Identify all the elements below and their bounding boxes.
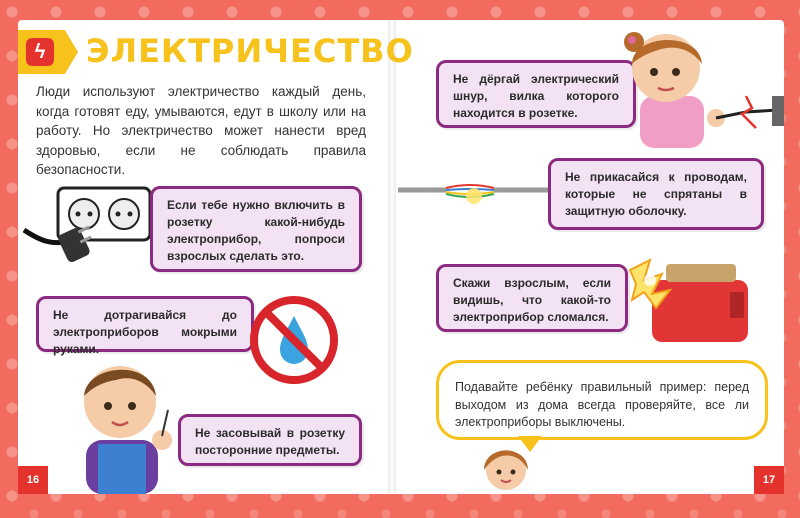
intro-paragraph: Люди используют электричество каждый день, когда готовят еду, умываются, едут в школу или на работу. Но электричество может нанести вред здоровью, если не соблюдать правила безопасности.	[36, 84, 366, 177]
card-broken-device: Скажи взрослым, если видишь, что какой-то электроприбор сломался.	[436, 264, 628, 332]
card-pull-cord: Не дёргай электрический шнур, вилка которого находится в розетке.	[436, 60, 636, 128]
boy-illustration	[56, 344, 186, 494]
girl-cord-illustration	[606, 20, 786, 148]
page-number-right: 17	[754, 466, 784, 494]
page-number-left: 16	[18, 466, 48, 494]
page-title: ЭЛЕКТРИЧЕСТВО	[86, 32, 414, 70]
card-ask-adults: Если тебе нужно включить в розетку какой-нибудь электроприбор, попроси взрослых сделать это.	[150, 186, 362, 272]
card-bare-wires: Не прикасайся к проводам, которые не спрятаны в защитную оболочку.	[548, 158, 764, 230]
lightning-icon: ϟ	[26, 38, 54, 66]
no-water-icon	[248, 294, 340, 386]
bare-wires-illustration	[398, 168, 548, 212]
parent-tip-bubble: Подавайте ребёнку правильный пример: перед выходом из дома всегда проверяйте, все ли электроприборы выключены.	[436, 360, 768, 440]
book-spine	[388, 20, 396, 494]
card-foreign-objects: Не засовывай в розетку посторонние предметы.	[178, 414, 362, 466]
card-wet-hands: Не дотрагивайся до электроприборов мокрыми руками.	[36, 296, 254, 352]
socket-illustration	[22, 182, 152, 274]
broken-toaster-illustration	[626, 250, 756, 346]
girl-avatar	[476, 440, 536, 494]
